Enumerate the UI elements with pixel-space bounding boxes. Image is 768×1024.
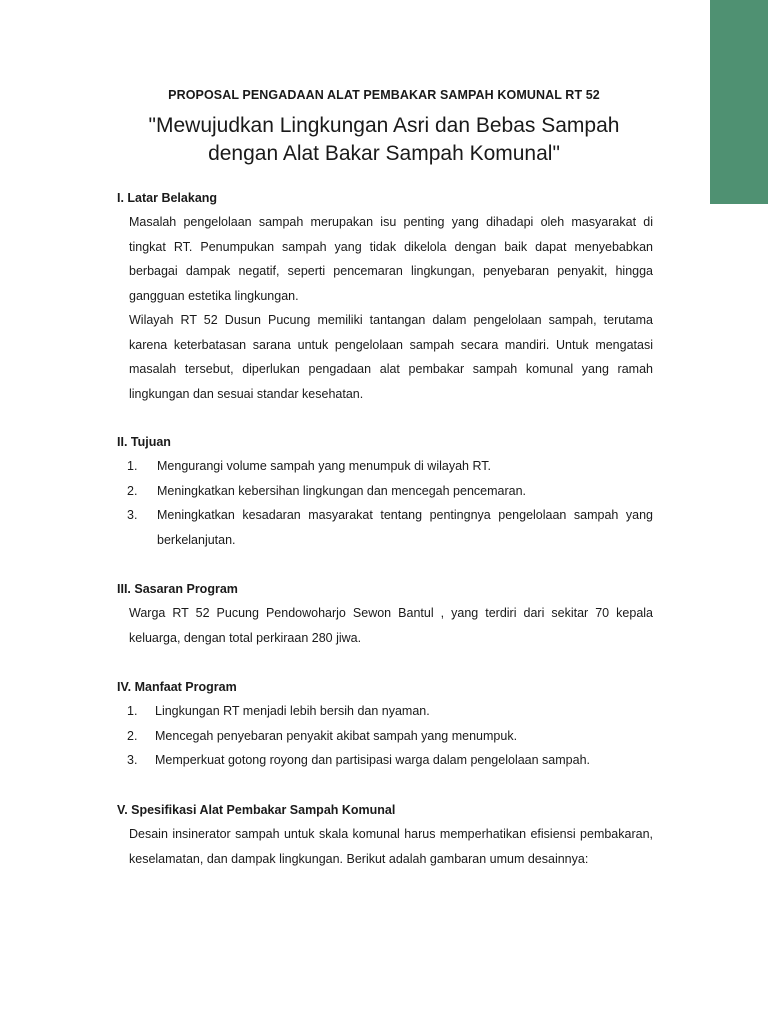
title-line-2: dengan Alat Bakar Sampah Komunal" [208,142,560,165]
section-spesifikasi [117,798,653,871]
section-tujuan [117,430,653,552]
section-heading: I. Latar Belakang [117,191,218,205]
section-heading: III. Sasaran Program [117,582,238,596]
list-item: 3. Memperkuat gotong royong dan partisipasi warga dalam pengelolaan sampah. [127,753,590,767]
numbered-list [117,699,653,773]
paragraph: Warga RT 52 Pucung Pendowoharjo Sewon Bantul , yang terdiri dari sekitar 70 kepala keluarga, dengan total perkiraan 280 jiwa. [129,606,653,645]
section-sasaran [117,577,653,650]
list-item: 1. Lingkungan RT menjadi lebih bersih dan nyaman. [127,704,430,718]
section-manfaat [117,675,653,773]
section-heading: II. Tujuan [117,435,171,449]
paragraph: Masalah pengelolaan sampah merupakan isu penting yang dihadapi oleh masyarakat di tingkat RT. Penumpukan sampah yang tidak dikelola dengan baik dapat menyebabkan berbagai dampak negatif, seperti pencemaran lingkungan, penyebaran penyakit, hingga gangguan estetika lingkungan. [129,215,653,303]
title-line-1: "Mewujudkan Lingkungan Asri dan Bebas Sampah [148,114,620,137]
paragraph: Wilayah RT 52 Dusun Pucung memiliki tantangan dalam pengelolaan sampah, terutama karena keterbatasan sarana untuk pengelolaan sampah secara mandiri. Untuk mengatasi masalah tersebut, diperlukan pengadaan alat pembakar sampah komunal yang ramah lingkungan dan sesuai standar kesehatan. [129,313,653,401]
paragraph: Desain insinerator sampah untuk skala komunal harus memperhatikan efisiensi pembakaran, keselamatan, dan dampak lingkungan. Berikut adalah gambaran umum desainnya: [129,827,653,866]
document-heading: PROPOSAL PENGADAAN ALAT PEMBAKAR SAMPAH KOMUNAL RT 52 [168,88,600,102]
list-item: 2. Meningkatkan kebersihan lingkungan dan mencegah pencemaran. [127,483,527,498]
list-item: 2. Mencegah penyebaran penyakit akibat sampah yang menumpuk. [127,728,518,743]
document-title [0,112,768,168]
numbered-list [117,454,653,552]
section-heading: V. Spesifikasi Alat Pembakar Sampah Komunal [117,803,396,817]
section-heading: IV. Manfaat Program [117,680,237,694]
list-item: 3. Meningkatkan kesadaran masyarakat tentang pentingnya pengelolaan sampah yang berkelanjutan. [127,508,653,547]
green-corner-tab [710,0,768,204]
list-item: 1. Mengurangi volume sampah yang menumpuk di wilayah RT. [127,459,491,473]
section-latar-belakang [117,186,653,406]
